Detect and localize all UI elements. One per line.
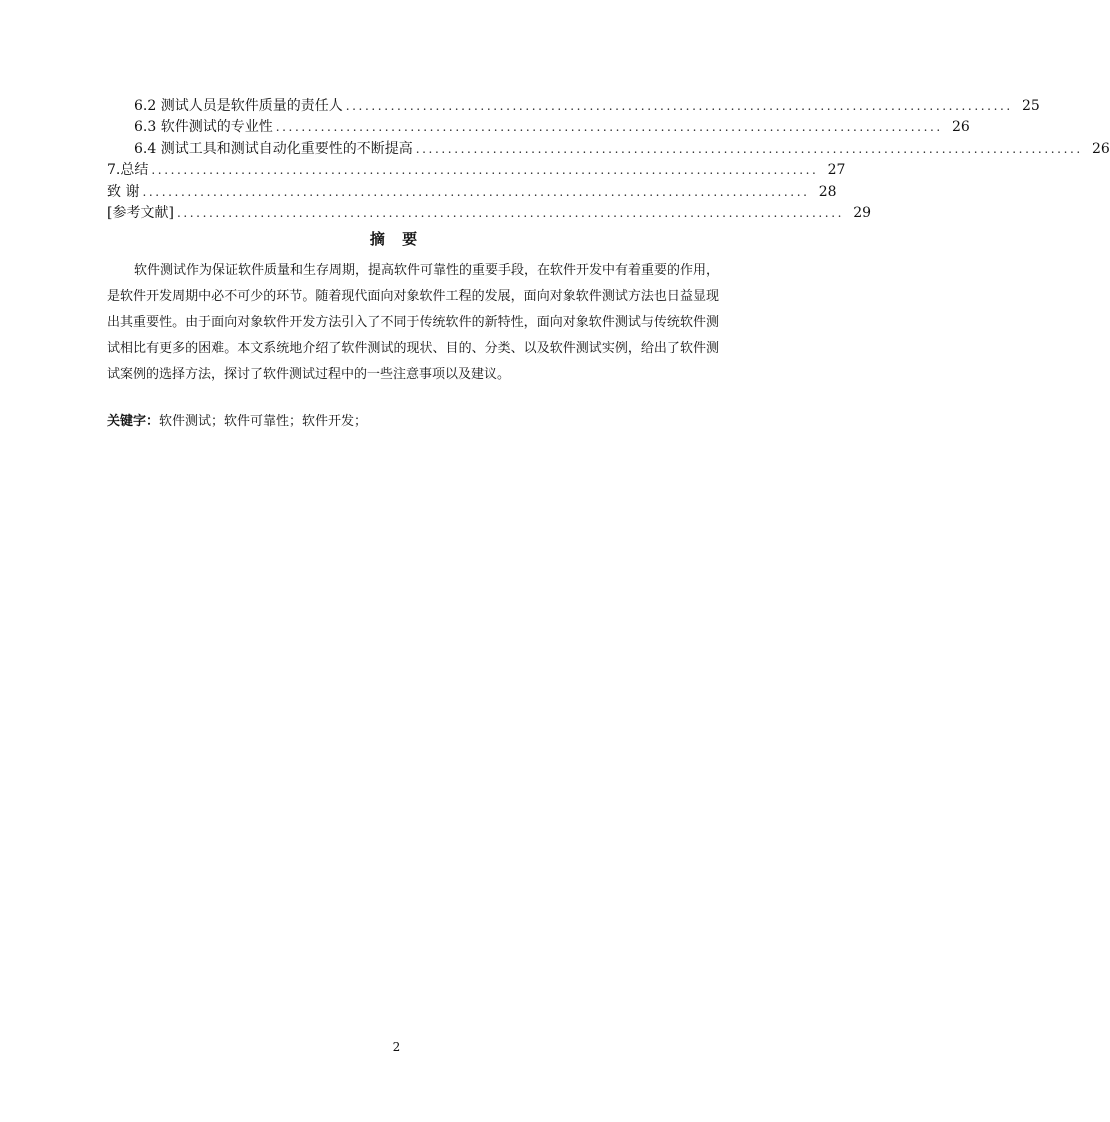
toc-leader-dots: ........................................................................................................ [142, 184, 810, 199]
keywords-text: 软件测试；软件可靠性；软件开发； [159, 414, 368, 429]
toc-entry-6-2[interactable] [107, 95, 1040, 117]
toc-entry-page: 25 [1022, 97, 1040, 114]
toc-leader-dots: ........................................................................................................ [176, 206, 845, 220]
page-number: 2 [392, 1040, 401, 1054]
toc-entry-7[interactable] [107, 160, 846, 182]
toc-entry-references[interactable] [107, 203, 872, 225]
keywords-line [107, 412, 719, 432]
table-of-contents [107, 95, 1110, 224]
abstract-body: 软件测试作为保证软件质量和生存周期，提高软件可靠性的重要手段，在软件开发中有着重要的作用，是软件开发周期中必不可少的环节。随着现代面向对象软件工程的发展，面向对象软件测试方法也日益显现出其重要性。由于面向对象软件开发方法引入了不同于传统软件的新特性，面向对象软件测试与传统软件测试相比有更多的困难。本文系统地介绍了软件测试的现状、目的、分类、以及软件测试实例，给出了软件测试案例的选择方法，探讨了软件测试过程中的一些注意事项以及建议。 [107, 263, 720, 382]
toc-entry-page: 26 [1092, 140, 1110, 157]
toc-entry-title: 6.4 测试工具和测试自动化重要性的不断提高 [134, 140, 413, 157]
keywords-label: 关键字： [107, 414, 160, 429]
toc-entry-title: 6.3 软件测试的专业性 [134, 119, 273, 135]
toc-entry-title: 致 谢 [107, 183, 140, 200]
toc-entry-title: [参考文献] [107, 205, 174, 221]
abstract-title: 摘 要 [369, 230, 424, 248]
toc-entry-6-3[interactable] [107, 117, 970, 139]
toc-entry-title: 7.总结 [107, 162, 149, 178]
toc-entry-title: 6.2 测试人员是软件质量的责任人 [134, 97, 343, 114]
toc-entry-page: 27 [827, 162, 846, 178]
toc-entry-page: 28 [818, 183, 837, 200]
toc-entry-6-4[interactable] [107, 138, 1110, 160]
toc-leader-dots: ........................................................................................................ [151, 163, 819, 177]
toc-leader-dots: ........................................................................................................ [345, 98, 1013, 113]
toc-entry-acknowledgement[interactable] [107, 181, 837, 203]
toc-leader-dots: ........................................................................................................ [415, 141, 1083, 156]
toc-entry-page: 29 [853, 205, 872, 221]
toc-entry-page: 26 [952, 119, 970, 135]
toc-leader-dots: ........................................................................................................ [275, 120, 943, 134]
